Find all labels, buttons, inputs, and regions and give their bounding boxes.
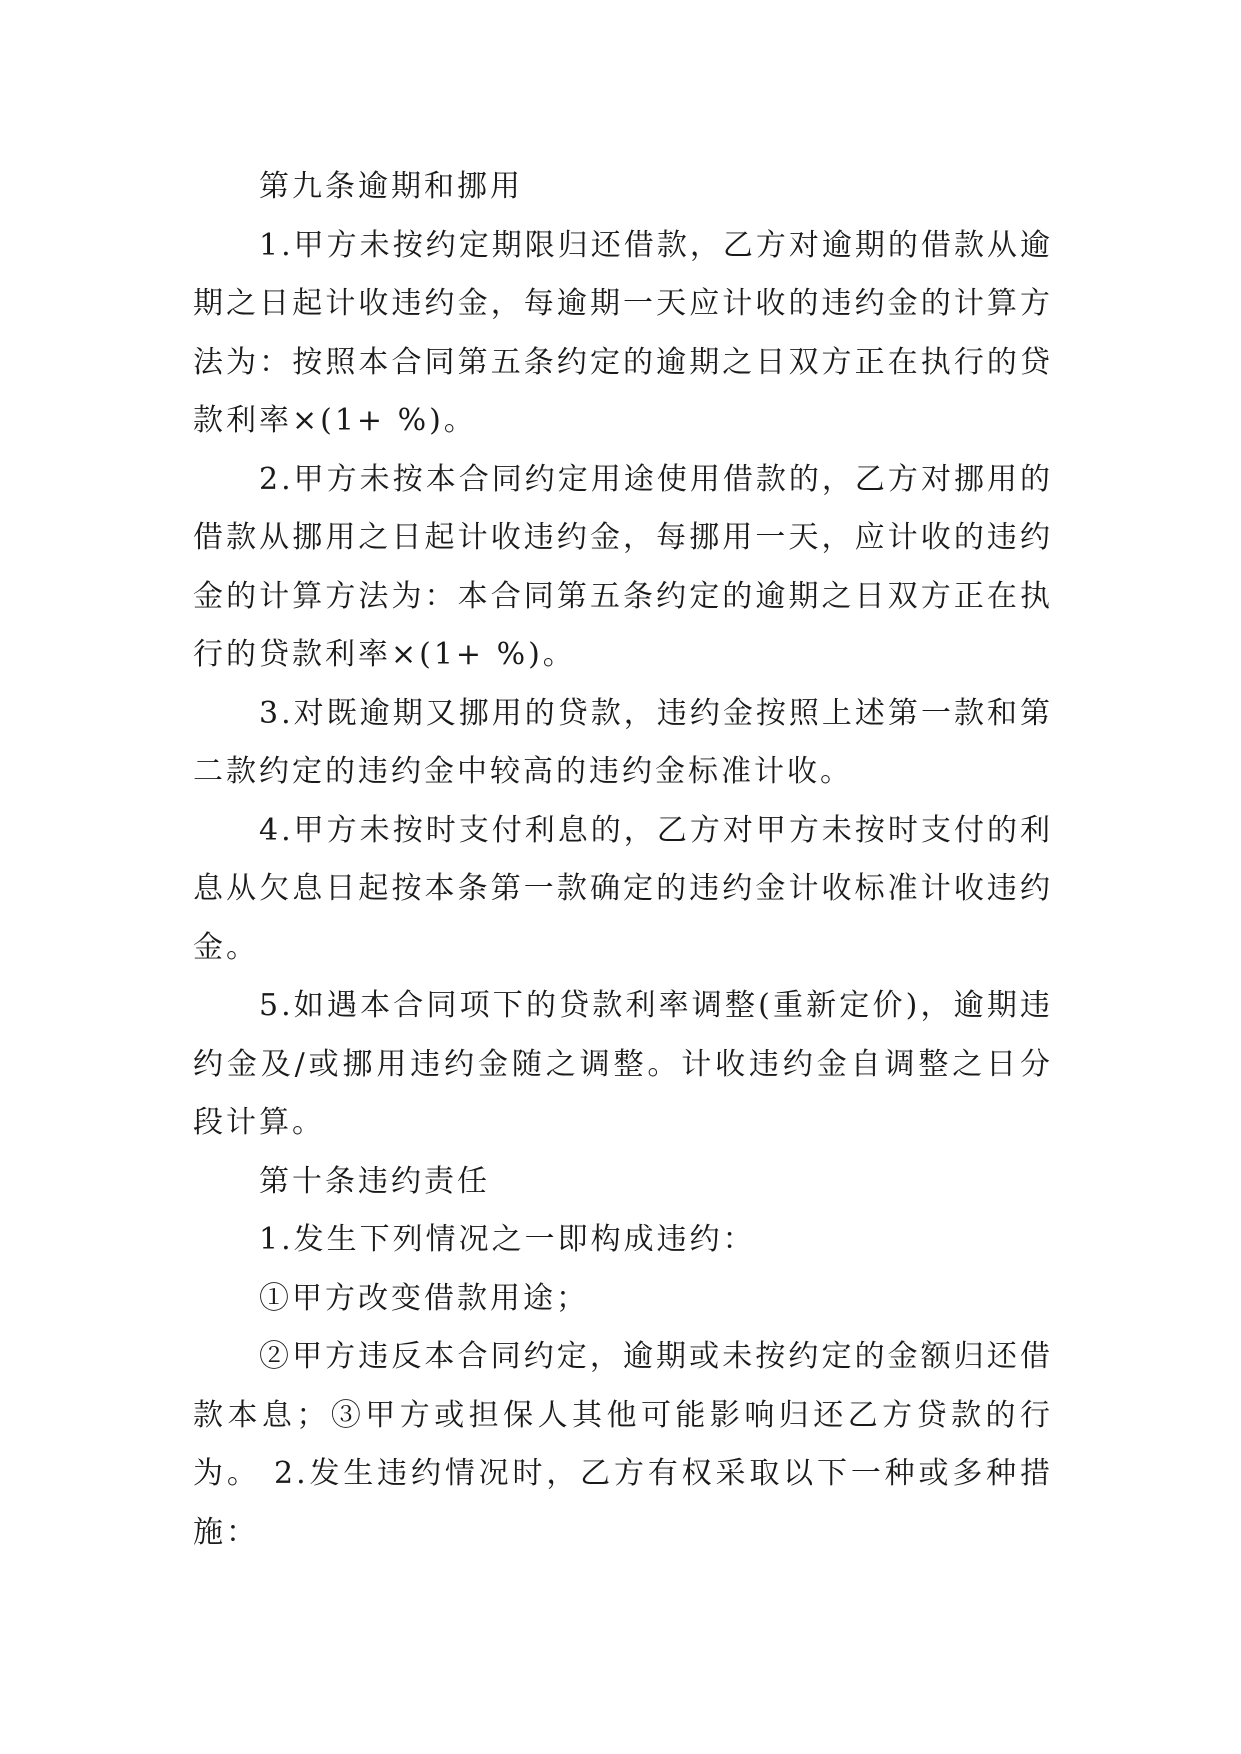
- article-10-item-1: ①甲方改变借款用途；: [259, 1280, 589, 1316]
- article-9-clause-2: 2.甲方未按本合同约定用途使用借款的，乙方对挪用的借款从挪用之日起计收违约金，每挪用一天，应计收的违约金的计算方法为：本合同第五条约定的逾期之日双方正在执行的贷款利率×(1+ %)。: [193, 461, 1053, 672]
- article-10-clause-1: 1.发生下列情况之一即构成违约：: [259, 1222, 756, 1257]
- article-9-clause-3: 3.对既逾期又挪用的贷款，违约金按照上述第一款和第二款约定的违约金中较高的违约金标准计收。: [193, 695, 1053, 789]
- document-page: [193, 158, 1053, 1562]
- article-10-item-2-3: ②甲方违反本合同约定，逾期或未按约定的金额归还借款本息；③甲方或担保人其他可能影响归还乙方贷款的行为。 2.发生违约情况时，乙方有权采取以下一种或多种措施：: [193, 1339, 1053, 1550]
- article-9-clause-5: 5.如遇本合同项下的贷款利率调整(重新定价)，逾期违约金及/或挪用违约金随之调整。计收违约金自调整之日分段计算。: [193, 988, 1053, 1140]
- article-10-title: 第十条违约责任: [259, 1163, 490, 1199]
- article-9-clause-1: 1.甲方未按约定期限归还借款，乙方对逾期的借款从逾期之日起计收违约金，每逾期一天应计收的违约金的计算方法为：按照本合同第五条约定的逾期之日双方正在执行的贷款利率×(1+ %)。: [193, 227, 1053, 438]
- article-9-title: 第九条逾期和挪用: [259, 169, 523, 204]
- article-9-clause-4: 4.甲方未按时支付利息的，乙方对甲方未按时支付的利息从欠息日起按本条第一款确定的违约金计收标准计收违约金。: [193, 812, 1053, 965]
